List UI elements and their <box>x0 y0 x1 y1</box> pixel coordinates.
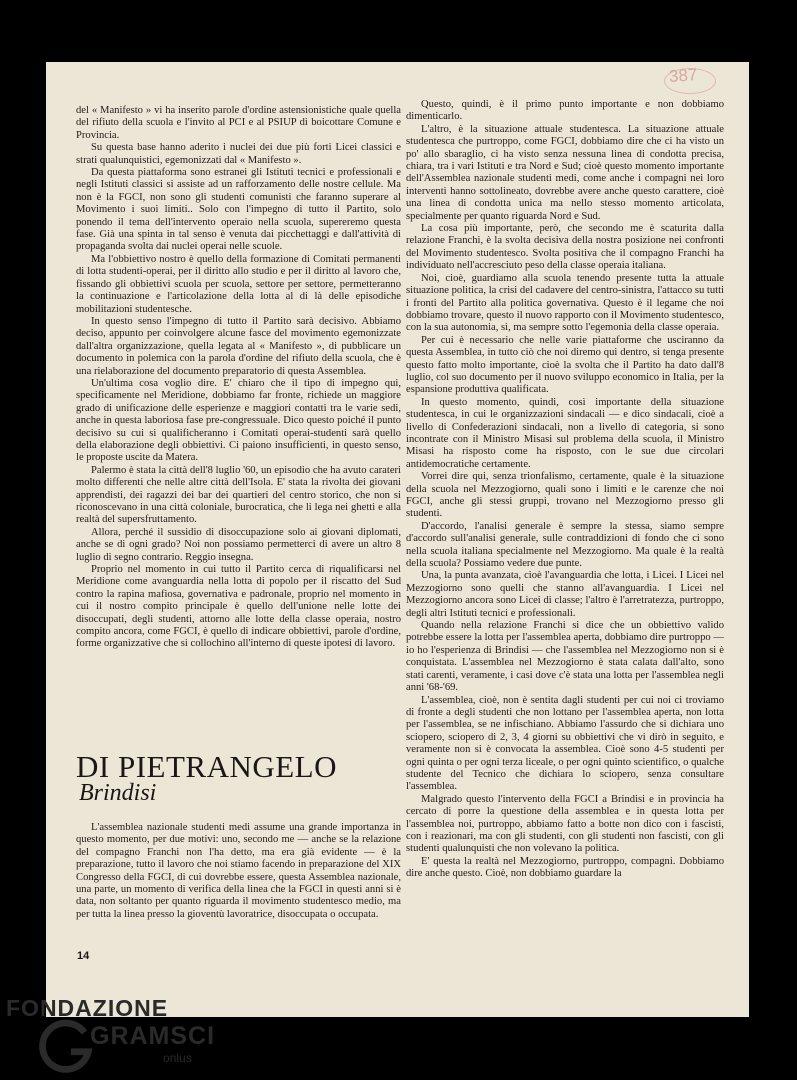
right-text-column <box>406 99 724 881</box>
paragraph: Per cui è necessario che nelle varie piattaforme che usciranno da questa Assemblea, in tutto ciò che noi diremo qui dentro, si tenga presente questo fatto molto importante, cioè la svolta che il Partito ha dato dall'8 luglio, col suo documento per il nuovo sviluppo economico in Italia, per la espansione produttiva qualificata. <box>406 334 724 396</box>
paragraph: Noi, cioè, guardiamo alla scuola tenendo presente tutta la attuale situazione politica, la crisi del cadavere del centro-sinistra, l'attacco su tutti i fronti del Partito alla politica governativa. Questo è il legame che noi dobbiamo trovare, questo il nuovo rapporto con il Movimento studentesco, con la sua autonomia, sì, ma sempre sotto l'egemonia della classe operaia. <box>406 272 724 334</box>
watermark-g-icon <box>38 1017 96 1075</box>
watermark-logo <box>0 990 240 1080</box>
paragraph: In questo senso l'impegno di tutto il Partito sarà decisivo. Abbiamo deciso, appunto per coinvolgere alcune fasce del movimento egemonizzate dall'altra organizzazione, quella legata al « Manifesto », di pubblicare un documento in polemica con la parola d'ordine del rifiuto della scuola, che è una rielaborazione del documento preparatorio di questa Assemblea. <box>76 315 401 377</box>
paragraph: D'accordo, l'analisi generale è sempre la stessa, siamo sempre d'accordo sull'analisi generale, sulle contraddizioni di fondo che ci sono nella scuola italiana specialmente nel Mezzogiorno. Ma quale è la realtà della scuola? Possiamo vedere due punte. <box>406 520 724 570</box>
paragraph: Allora, perché il sussidio di disoccupazione solo ai giovani diplomati, anche se di ogni grado? Noi non possiamo permetterci di avere un altro 8 luglio di segno contrario. Reggio insegna. <box>76 526 401 563</box>
paragraph: Questo, quindi, è il primo punto importante e non dobbiamo dimenticarlo. <box>406 99 724 123</box>
paragraph: Da questa piattaforma sono estranei gli Istituti tecnici e professionali e negli Istituti classici si assiste ad un rafforzamento delle nostre cellule. Ma non è la FGCI, non sono gli studenti comunisti che faranno superare al Movimento i suoi limiti.. Solo con l'impegno di tutto il Partito, solo ponendo il tema dell'intervento operaio nella scuola, supereremo questa fase. Già una spinta in tal senso è venuta dai picchettaggi e dall'attività di propaganda svolta dai nuclei operai nelle scuole. <box>76 167 401 253</box>
paragraph: Su questa base hanno aderito i nuclei dei due più forti Licei classici e strati qualunquistici, egemonizzati dal « Manifesto ». <box>76 142 401 166</box>
paragraph: L'altro, è la situazione attuale studentesca. La situazione attuale studentesca che purtroppo, come FGCI, dobbiamo dire che ci ha visto un po' allo sbaraglio, ci ha visto senza nessuna linea di condotta precisa, chiara, tra i vari Istituti e tra Nord e Sud; cioè questo momento importante dell'Assemblea nazionale studenti medi, come anche i compagni nei loro interventi hanno sottolineato, dovrebbe avere anche questo carattere, cioè una linea di condotta unica ma nello stesso momento articolata, specialmente per quanto riguarda Nord e Sud. <box>406 123 724 222</box>
article-intro-column <box>76 822 401 921</box>
page-number: 14 <box>77 950 90 962</box>
magazine-page <box>46 62 749 1017</box>
paragraph: La cosa più importante, però, che secondo me è scaturita dalla relazione Franchi, è la svolta decisiva della nostra posizione nei confronti del Movimento studentesco. Svolta positiva che il compagno Franchi ha individuato nell'accresciuto peso della classe operaia italiana. <box>406 223 724 272</box>
paragraph: Una, la punta avanzata, cioè l'avanguardia che lotta, i Licei. I Licei nel Mezzogiorno sono quelli che stanno all'avanguardia. I Licei nel Mezzogiorno ancora sono Licei di classe; l'altro è l'arretratezza, purtroppo, degli altri Istituti tecnici e professionali. <box>406 570 724 619</box>
paragraph: Quando nella relazione Franchi si dice che un obbiettivo valido potrebbe essere la lotta per l'assemblea aperta, dobbiamo dire purtroppo — io ho l'esperienza di Brindisi — che l'assemblea nel Mezzogiorno non si è conquistata. L'assemblea nel Mezzogiorno è stata calata dall'alto, sono stati carenti, veramente, i casi dove c'è stata una lotta per l'assemblea negli anni '68-'69. <box>406 620 724 694</box>
watermark-line1: FONDAZIONE <box>6 995 169 1021</box>
paragraph: In questo momento, quindi, così importante della situazione studentesca, in cui le organizzazioni sindacali — e dico sindacali, cioè a livello di Confederazioni sindacali, non a livello di categoria, si sono incontrate con il Ministro Misasi sul problema della scuola, il Ministro Misasi ha risposto come ha risposto, con le sue due circolari antidemocratiche certamente. <box>406 396 724 470</box>
paragraph: Ma l'obbiettivo nostro è quello della formazione di Comitati permanenti di lotta studenti-operai, per il diritto allo studio e per il diritto al lavoro che, fissando gli obbiettivi scuola per scuola, settore per settore, permetteranno la continuazione e l'articolazione della lotta al di là delle episodiche mobilitazioni studentesche. <box>76 253 401 315</box>
watermark-line2: GRAMSCI <box>90 1022 216 1050</box>
paragraph: Palermo è stata la città dell'8 luglio '60, un episodio che ha avuto carateri molto differenti che nelle altre città dell'Isola. E' stata la rivolta dei giovani apprendisti, dei ragazzi dei bar dei quartieri del centro storico, che non si riconoscevano in una città coloniale, burocratica, che li lega nei ghetti e alla realtà del supersfruttamento. <box>76 464 401 526</box>
paragraph: del « Manifesto » vi ha inserito parole d'ordine astensionistiche quale quella del rifiuto della scuola e l'invito al PCI e al PSIUP di boicottare Comune e Provincia. <box>76 105 401 141</box>
article-subheadline: Brindisi <box>79 780 157 806</box>
paragraph: Proprio nel momento in cui tutto il Partito cerca di riqualificarsi nel Meridione come avanguardia nella lotta di popolo per il riscatto del Sud contro la rapina mafiosa, governativa e padronale, proprio nel momento in cui il nostro compito principale è quello dell'unione nelle lotte dei disoccupati, degli studenti, attorno alle lotte della classe operaia, nostro compito ancora, come FGCI, è quello di indicare obbiettivi, parole d'ordine, forme organizzative che si collochino all'interno di queste ipotesi di lavoro. <box>76 564 401 650</box>
paragraph: E' questa la realtà nel Mezzogiorno, purtroppo, compagni. Dobbiamo dire anche questo. Cioè, non dobbiamo guardare la <box>406 855 724 880</box>
left-text-column <box>76 105 401 651</box>
paragraph: Vorrei dire qui, senza trionfalismo, certamente, quale è la situazione della scuola nel Mezzogiorno, quali sono i limiti e le carenze che noi FGCI, anche gli stessi gruppi, trovano nel Mezzogiorno presso gli studenti. <box>406 471 724 520</box>
archive-page-mark: 387 <box>668 65 698 86</box>
article-headline: DI PIETRANGELO <box>76 749 337 784</box>
watermark-line3: onlus <box>163 1051 192 1065</box>
paragraph: Malgrado questo l'intervento della FGCI a Brindisi e in provincia ha cercato di porre la questione della assemblea e in questa lotta per l'assemblea noi, purtroppo, abbiamo fatto a botte non dico con i fascisti, con i reazionari, ma con gli studenti, con gli studenti non fascisti, con gli studenti qualunquisti che non volevano la politica. <box>406 793 724 855</box>
paragraph: L'assemblea nazionale studenti medi assume una grande importanza in questo momento, per due motivi: uno, secondo me — anche se la relazione del compagno Franchi non l'ha detto, ma era già evidente — è la preparazione, tutto il lavoro che noi stiamo facendo in preparazione del XIX Congresso della FGCI, di cui dovrebbe essere, questa Assemblea nazionale, una parte, un momento di verifica della linea che la FGCI in questi anni si è data, non soltanto per quanto riguarda il movimento studentesco medio, ma per tutta la linea presso la gioventù lavoratrice, disoccupata o occupata. <box>76 822 401 920</box>
paragraph: L'assemblea, cioè, non è sentita dagli studenti per cui noi ci troviamo di fronte a degli studenti che non lottano per l'assemblea aperta, non lotta per l'assemblea, se ne infischiano. Abbiamo l'assurdo che si dichiara uno sciopero, sciopero di 2, 3, 4 giorni su obbiettivi che vi dirò in seguito, e veramente non si è convocata la assemblea. Cioè sono 4-5 studenti per ogni quinta o per ogni terza liceale, o per ogni quinto scientifico, o qualche studente del Tecnico che dichiara lo sciopero, senza consultare l'assemblea. <box>406 694 725 793</box>
paragraph: Un'ultima cosa voglio dire. E' chiaro che il tipo di impegno qui, specificamente nel Meridione, dobbiamo far fronte, richiede un maggiore grado di unificazione delle esperienze e maggiori contatti tra le varie sedi, anche in questa laboriosa fase pre-congressuale. Dico questo poiché il punto decisivo su cui si qualificheranno i Comitati operai-studenti sarà quello della elaborazione degli obbiettivi. Ci paiono insufficienti, in questo senso, le proposte uscite da Matera. <box>76 377 401 464</box>
